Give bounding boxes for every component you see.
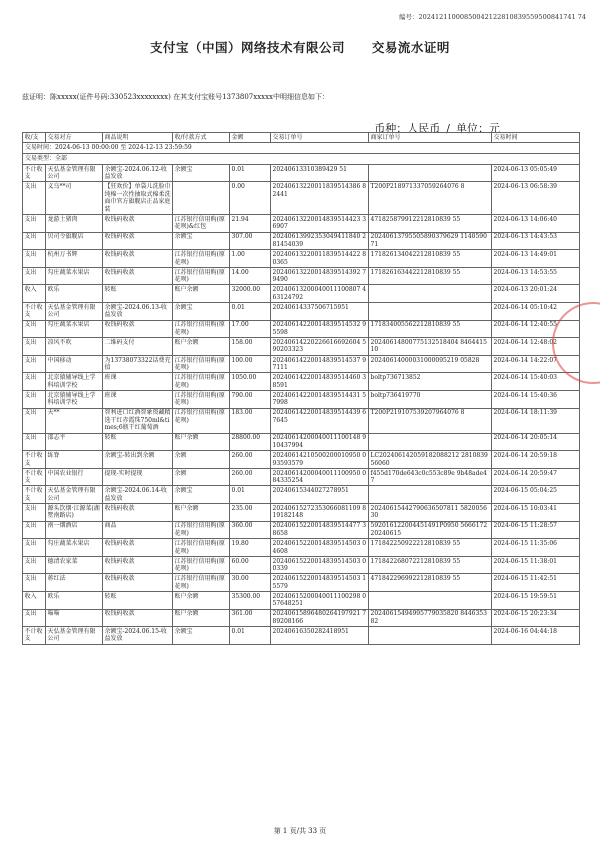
table-cell: 账户余额 xyxy=(173,609,230,627)
table-cell: 凉风不吹 xyxy=(46,338,103,356)
table-cell: 勾庄蔬菜水果店 xyxy=(46,267,103,285)
unit-label: 单位：元 xyxy=(456,122,500,135)
table-cell: 支出 xyxy=(23,556,46,574)
header-cell: 交易对方 xyxy=(46,133,103,143)
table-cell: 支出 xyxy=(23,609,46,627)
table-cell: 支出 xyxy=(23,521,46,539)
table-cell: 20240613220011839514422 80365 xyxy=(271,250,369,268)
table-cell: 790.00 xyxy=(230,390,271,408)
table-cell: 余额 xyxy=(173,468,230,486)
table-cell: 收钱码收款 xyxy=(103,215,173,233)
table-cell: 2024-06-14 12:48:02 xyxy=(492,338,580,356)
table-cell: 余额宝-2024.06.15-收益发放 xyxy=(103,627,173,645)
header-row xyxy=(23,133,580,143)
table-cell: 2024-06-14 15:40:36 xyxy=(492,390,580,408)
table-row xyxy=(23,338,580,356)
table-cell: 100.00 xyxy=(230,355,271,373)
table-cell: 30.00 xyxy=(230,574,271,592)
header-cell: 交易时间 xyxy=(492,133,580,143)
table-cell: 收钱码收款 xyxy=(103,609,173,627)
table-cell: 19.80 xyxy=(230,539,271,557)
table-cell: 307.00 xyxy=(230,232,271,250)
table-cell: 勾庄蔬菜水果店 xyxy=(46,539,103,557)
table-cell: 171842268072212810839 55 xyxy=(369,556,492,574)
table-row xyxy=(23,592,580,610)
table-cell: 收钱码收款 xyxy=(103,574,173,592)
table-cell: 余额宝-转出到余额 xyxy=(103,451,173,469)
table-cell: 江苏银行信用购(原花呗) xyxy=(173,521,230,539)
table-cell: 龙游土猪肉 xyxy=(46,215,103,233)
page-footer: 第 1 页/共 33 页 xyxy=(273,827,327,835)
table-cell: 20240615494995779035820 844635382 xyxy=(369,609,492,627)
table-cell: 江苏银行信用购(原花呗) xyxy=(173,408,230,433)
table-cell: 20240615272353066081109 819182148 xyxy=(271,504,369,522)
table-cell: 账户余额 xyxy=(173,504,230,522)
table-cell: 1050.00 xyxy=(230,373,271,391)
table-cell xyxy=(369,433,492,451)
table-cell: 练脊 xyxy=(46,451,103,469)
table-cell: 支出 xyxy=(23,433,46,451)
intro-statement: 兹证明：陈xxxxx(证件号码:330523xxxxxxxx) 在其支付宝账号1373807xxxxx中明细信息如下： xyxy=(22,93,330,101)
table-cell: 支出 xyxy=(23,355,46,373)
table-cell: 天弘基金管理有限公司 xyxy=(46,627,103,645)
table-cell: 江苏银行信用购(原花呗) xyxy=(173,355,230,373)
table-cell: 20240614220014839514439 67645 xyxy=(271,408,369,433)
table-cell: 余额宝 xyxy=(173,164,230,182)
table-cell: 智利进口红酒智象资藏精选干红赤霞珠750ml&times;6瓶干红葡萄酒 xyxy=(104,409,171,432)
table-cell xyxy=(369,592,492,610)
table-row xyxy=(23,408,580,433)
table-cell: 提现-实时提现 xyxy=(103,468,173,486)
table-cell: 余额宝 xyxy=(173,486,230,504)
table-cell: 20240613220014839514423 36907 xyxy=(271,215,369,233)
table-cell: 2024-06-14 20:59:47 xyxy=(492,468,580,486)
table-cell: 邵志平 xyxy=(46,433,103,451)
table-cell: 支出 xyxy=(23,267,46,285)
table-row xyxy=(23,556,580,574)
table-cell: 天** xyxy=(46,408,103,433)
table-cell: 14.00 xyxy=(230,267,271,285)
table-cell: 2024-06-16 04:44:18 xyxy=(492,627,580,645)
table-cell: 收钱码收款 xyxy=(103,539,173,557)
table-cell: 2024-06-13 14:06:40 xyxy=(492,215,580,233)
table-cell: 支出 xyxy=(23,215,46,233)
table-cell: 账户余额 xyxy=(173,592,230,610)
currency-line: 币种：人民币 / 单位：元 xyxy=(374,122,500,135)
table-cell: 20240613310389429 51 xyxy=(271,164,369,182)
table-cell xyxy=(369,303,492,321)
table-cell: 0.01 xyxy=(230,627,271,645)
table-cell: 德清农家菜 xyxy=(46,556,103,574)
table-cell: 2024-06-13 05:05:49 xyxy=(492,164,580,182)
table-cell: 20240615344027278951 xyxy=(271,486,369,504)
table-cell: 转账 xyxy=(103,433,173,451)
table-cell: 不计收支 xyxy=(23,451,46,469)
table-cell xyxy=(369,486,492,504)
table-row xyxy=(23,390,580,408)
table-cell: 171826134042212810839 55 xyxy=(369,250,492,268)
table-cell: 支出 xyxy=(23,232,46,250)
table-cell: 171842250922212810839 55 xyxy=(369,539,492,557)
table-cell: 20240614000031000095219 05828 xyxy=(369,355,492,373)
header-cell: 交易订单号 xyxy=(271,133,369,143)
table-cell: 360.00 xyxy=(230,521,271,539)
table-cell: 转账 xyxy=(103,592,173,610)
table-cell: 班课 xyxy=(103,373,173,391)
table-cell: 32000.00 xyxy=(230,285,271,303)
table-cell: 2024-06-13 14:49:01 xyxy=(492,250,580,268)
table-cell: 20240615220014839514503 04608 xyxy=(271,539,369,557)
table-cell: T200P218971337059264076 8 xyxy=(369,182,492,215)
table-cell: 收钱码收款 xyxy=(103,504,173,522)
table-cell: 2024-06-15 11:38:01 xyxy=(492,556,580,574)
table-cell: 天弘基金管理有限公司 xyxy=(46,303,103,321)
document-title xyxy=(0,38,600,56)
company-name: 支付宝（中国）网络技术有限公司 xyxy=(150,40,346,55)
table-row xyxy=(23,433,580,451)
table-cell: 2024-06-14 20:59:18 xyxy=(492,451,580,469)
table-cell: 喵喵 xyxy=(46,609,103,627)
table-cell: 2024-06-14 18:11:39 xyxy=(492,408,580,433)
table-cell: 0.01 xyxy=(230,303,271,321)
table-cell: 江苏银行信用购(原花呗) xyxy=(173,556,230,574)
table-cell: 支出 xyxy=(23,338,46,356)
currency-label: 币种：人民币 xyxy=(374,122,441,135)
table-cell: 账户余额 xyxy=(173,433,230,451)
table-cell: 收钱码收款 xyxy=(103,320,173,338)
table-cell: 不计收支 xyxy=(23,627,46,645)
table-cell: 勾庄蔬菜水果店 xyxy=(46,320,103,338)
table-cell: 中国农业银行 xyxy=(46,468,103,486)
table-cell: 余额宝-2024.06.12-收益发放 xyxy=(103,164,173,182)
table-cell: 183.00 xyxy=(230,408,271,433)
header-cell: 收/支 xyxy=(23,133,46,143)
header-cell: 收/付款方式 xyxy=(173,133,230,143)
table-cell: 20240615220014839514477 38658 xyxy=(271,521,369,539)
table-cell: T200P219107539207964076 8 xyxy=(369,408,492,433)
table-cell: 支出 xyxy=(23,320,46,338)
table-cell: 不计收支 xyxy=(23,468,46,486)
table-cell: 账户余额 xyxy=(173,285,230,303)
table-cell: 商品 xyxy=(103,521,173,539)
table-cell: 0.01 xyxy=(230,486,271,504)
table-cell xyxy=(369,285,492,303)
table-cell: 天弘基金管理有限公司 xyxy=(46,486,103,504)
table-cell: 源头饮烟·江源菜(湖墅南路店) xyxy=(46,504,103,522)
table-row xyxy=(23,303,580,321)
table-cell: 21.94 xyxy=(230,215,271,233)
table-cell: 60.00 xyxy=(230,556,271,574)
table-cell: 余额宝-2024.06.13-收益发放 xyxy=(103,303,173,321)
table-row xyxy=(23,182,580,215)
table-cell: 江苏银行信用购(原花呗) xyxy=(173,390,230,408)
table-cell: 20240613200040011100807 463124792 xyxy=(271,285,369,303)
table-cell: 余额宝 xyxy=(173,303,230,321)
table-cell: 蒋红法 xyxy=(46,574,103,592)
table-cell: 2024-06-13 06:58:39 xyxy=(492,182,580,215)
table-cell: 支出 xyxy=(23,390,46,408)
table-row xyxy=(23,232,580,250)
table-cell: 260.00 xyxy=(230,451,271,469)
table-cell: 支出 xyxy=(23,539,46,557)
table-cell: 江苏银行信用购(原花呗) xyxy=(173,373,230,391)
table-cell: 2024-06-14 14:22:07 xyxy=(492,355,580,373)
table-cell: 支出 xyxy=(23,182,46,215)
table-row xyxy=(23,250,580,268)
table-cell: 20240614200040011100950 084335254 xyxy=(271,468,369,486)
table-cell: 江苏银行信用购(原花呗) xyxy=(173,574,230,592)
table-row xyxy=(23,355,580,373)
table-cell: 471825879912212810839 55 xyxy=(369,215,492,233)
table-cell: 不计收支 xyxy=(23,303,46,321)
table-cell: 支出 xyxy=(23,408,46,433)
table-cell: 收钱码收款 xyxy=(103,250,173,268)
table-cell: 【狂欢价】单袋儿洗脸巾纯棉一次性抽取式棉柔洗面巾官方旗舰店正品家庭装 xyxy=(104,183,171,213)
table-cell: 20240614337506715951 xyxy=(271,303,369,321)
table-row xyxy=(23,574,580,592)
serial-number: 编号：20241211000850042122810839559500841741 74 xyxy=(399,13,586,21)
type-row: 交易类型：全部 xyxy=(23,153,580,164)
table-cell: 余额宝-2024.06.14-收益发放 xyxy=(103,486,173,504)
table-cell xyxy=(173,182,230,215)
table-cell: 260.00 xyxy=(230,468,271,486)
table-cell: 支出 xyxy=(23,574,46,592)
table-cell: 余额 xyxy=(173,451,230,469)
table-cell: 2024-06-14 05:10:42 xyxy=(492,303,580,321)
table-cell: 20240614220014839514460 38591 xyxy=(271,373,369,391)
table-cell: 20240613795505890379629 114059071 xyxy=(369,232,492,250)
table-row xyxy=(23,320,580,338)
table-cell: 江苏银行信用购(原花呗) xyxy=(173,267,230,285)
table-cell: 不计收支 xyxy=(23,486,46,504)
table-cell: 20240615200040011100298 057648251 xyxy=(271,592,369,610)
table-row xyxy=(23,504,580,522)
table-cell: 20240614800775132518404 846441510 xyxy=(369,338,492,356)
table-cell: boltp736419770 xyxy=(369,390,492,408)
table-cell: boltp736713852 xyxy=(369,373,492,391)
table-cell: 欧乐 xyxy=(46,285,103,303)
table-cell: 35300.00 xyxy=(230,592,271,610)
table-cell: 2024-06-13 14:43:53 xyxy=(492,232,580,250)
table-cell: 171834005562212810839 55 xyxy=(369,320,492,338)
table-cell: 20240616350282418951 xyxy=(271,627,369,645)
table-cell: 支出 xyxy=(23,373,46,391)
table-cell: 20240615220014839514503 00339 xyxy=(271,556,369,574)
table-cell: 贝司令旗舰店 xyxy=(46,232,103,250)
table-cell: f455d170de643c0c553c89e 9b48ade47 xyxy=(369,468,492,486)
table-cell: 592016122004451491P0950 566617220240615 xyxy=(369,521,492,539)
period-row: 交易时间：2024-06-13 00:00:00 至 2024-12-13 23:59:59 xyxy=(23,143,580,154)
table-cell: 义乌**司 xyxy=(46,182,103,215)
table-cell: 班课 xyxy=(103,390,173,408)
table-cell: 20240615220014839514503 15579 xyxy=(271,574,369,592)
table-row xyxy=(23,609,580,627)
table-cell: 收钱码收款 xyxy=(103,267,173,285)
table-cell: 欧乐 xyxy=(46,592,103,610)
table-row xyxy=(23,267,580,285)
table-cell: 转账 xyxy=(103,285,173,303)
table-cell xyxy=(369,164,492,182)
table-cell: 17.00 xyxy=(230,320,271,338)
table-cell: 中国移动 xyxy=(46,355,103,373)
table-cell: 余额宝 xyxy=(173,627,230,645)
table-cell: 北京猿辅导线上学科培训学校 xyxy=(46,373,103,391)
table-cell: 0.00 xyxy=(230,182,271,215)
table-cell xyxy=(369,627,492,645)
table-cell: 收入 xyxy=(23,592,46,610)
table-cell: 天弘基金管理有限公司 xyxy=(46,164,103,182)
table-cell: 2024-06-13 20:01:24 xyxy=(492,285,580,303)
table-cell: 20240615442790636507811 582005630 xyxy=(369,504,492,522)
table-cell: 235.00 xyxy=(230,504,271,522)
table-cell: LC202406142059182088212 281083956060 xyxy=(369,451,492,469)
table-cell: 20240615896480264197921 789208166 xyxy=(271,609,369,627)
table-cell: 20240613220014839514392 79490 xyxy=(271,267,369,285)
table-cell: 2024-06-15 10:03:41 xyxy=(492,504,580,522)
table-row xyxy=(23,164,580,182)
table-cell: 2024-06-15 20:23:34 xyxy=(492,609,580,627)
table-cell: 江苏银行信用购(原花呗) xyxy=(173,250,230,268)
table-row xyxy=(23,285,580,303)
table-cell: 2024-06-15 05:04:25 xyxy=(492,486,580,504)
table-cell: 南一烟酒店 xyxy=(46,521,103,539)
table-cell: 2024-06-15 11:42:51 xyxy=(492,574,580,592)
table-cell: 20240614220014839514431 57998 xyxy=(271,390,369,408)
table-cell: 不计收支 xyxy=(23,164,46,182)
table-cell: 2024-06-14 20:05:14 xyxy=(492,433,580,451)
table-row xyxy=(23,373,580,391)
table-cell: 2024-06-15 11:35:06 xyxy=(492,539,580,557)
table-cell: 28800.00 xyxy=(230,433,271,451)
table-cell: 账户余额 xyxy=(173,338,230,356)
table-cell: 2024-06-14 12:40:55 xyxy=(492,320,580,338)
table-cell: 江苏银行信用购(原花呗)&红包 xyxy=(173,215,230,233)
table-cell: 171826163442212810839 55 xyxy=(369,267,492,285)
table-cell: 20240614220014839514537 97111 xyxy=(271,355,369,373)
table-cell: 支出 xyxy=(23,250,46,268)
table-cell: 361.00 xyxy=(230,609,271,627)
table-cell: 20240614200040011100148 910437994 xyxy=(271,433,369,451)
table-cell: 收入 xyxy=(23,285,46,303)
table-cell: 收钱码收款 xyxy=(103,232,173,250)
table-row xyxy=(23,539,580,557)
table-cell: 20240614220226616692604 590203323 xyxy=(271,338,369,356)
table-cell: 杭州万书辉 xyxy=(46,250,103,268)
header-cell: 商家订单号 xyxy=(369,133,492,143)
table-cell: 余额宝 xyxy=(173,232,230,250)
table-cell: 20240614210500200010950 093593579 xyxy=(271,451,369,469)
table-cell: 2024-06-13 14:53:55 xyxy=(492,267,580,285)
table-cell: 20240613992353049411840 281454039 xyxy=(271,232,369,250)
table-row xyxy=(23,468,580,486)
table-cell: 158.00 xyxy=(230,338,271,356)
table-row xyxy=(23,627,580,645)
table-row xyxy=(23,215,580,233)
document-type: 交易流水证明 xyxy=(371,40,450,55)
table-cell: 支出 xyxy=(23,504,46,522)
table-cell: 收钱码收款 xyxy=(103,556,173,574)
table-row xyxy=(23,521,580,539)
table-row xyxy=(23,486,580,504)
table-cell: 为13738073322话费充值 xyxy=(104,356,171,372)
table-cell: 二维码支付 xyxy=(103,338,173,356)
transaction-rows xyxy=(23,164,580,644)
table-cell: 0.01 xyxy=(230,164,271,182)
table-cell: 20240614220014839514532 95598 xyxy=(271,320,369,338)
table-cell: 471842296992212810839 55 xyxy=(369,574,492,592)
table-cell: 江苏银行信用购(原花呗) xyxy=(173,320,230,338)
table-row xyxy=(23,451,580,469)
table-cell: 2024-06-14 15:40:03 xyxy=(492,373,580,391)
table-cell: 北京猿辅导线上学科培训学校 xyxy=(46,390,103,408)
transaction-table xyxy=(22,132,580,645)
table-cell: 2024-06-15 11:28:57 xyxy=(492,521,580,539)
header-cell: 商品说明 xyxy=(103,133,173,143)
table-cell: 1.00 xyxy=(230,250,271,268)
table-cell: 2024-06-15 19:59:51 xyxy=(492,592,580,610)
table-cell: 江苏银行信用购(原花呗) xyxy=(173,539,230,557)
header-cell: 金额 xyxy=(230,133,271,143)
table-cell: 20240613220011839514386 82441 xyxy=(271,182,369,215)
